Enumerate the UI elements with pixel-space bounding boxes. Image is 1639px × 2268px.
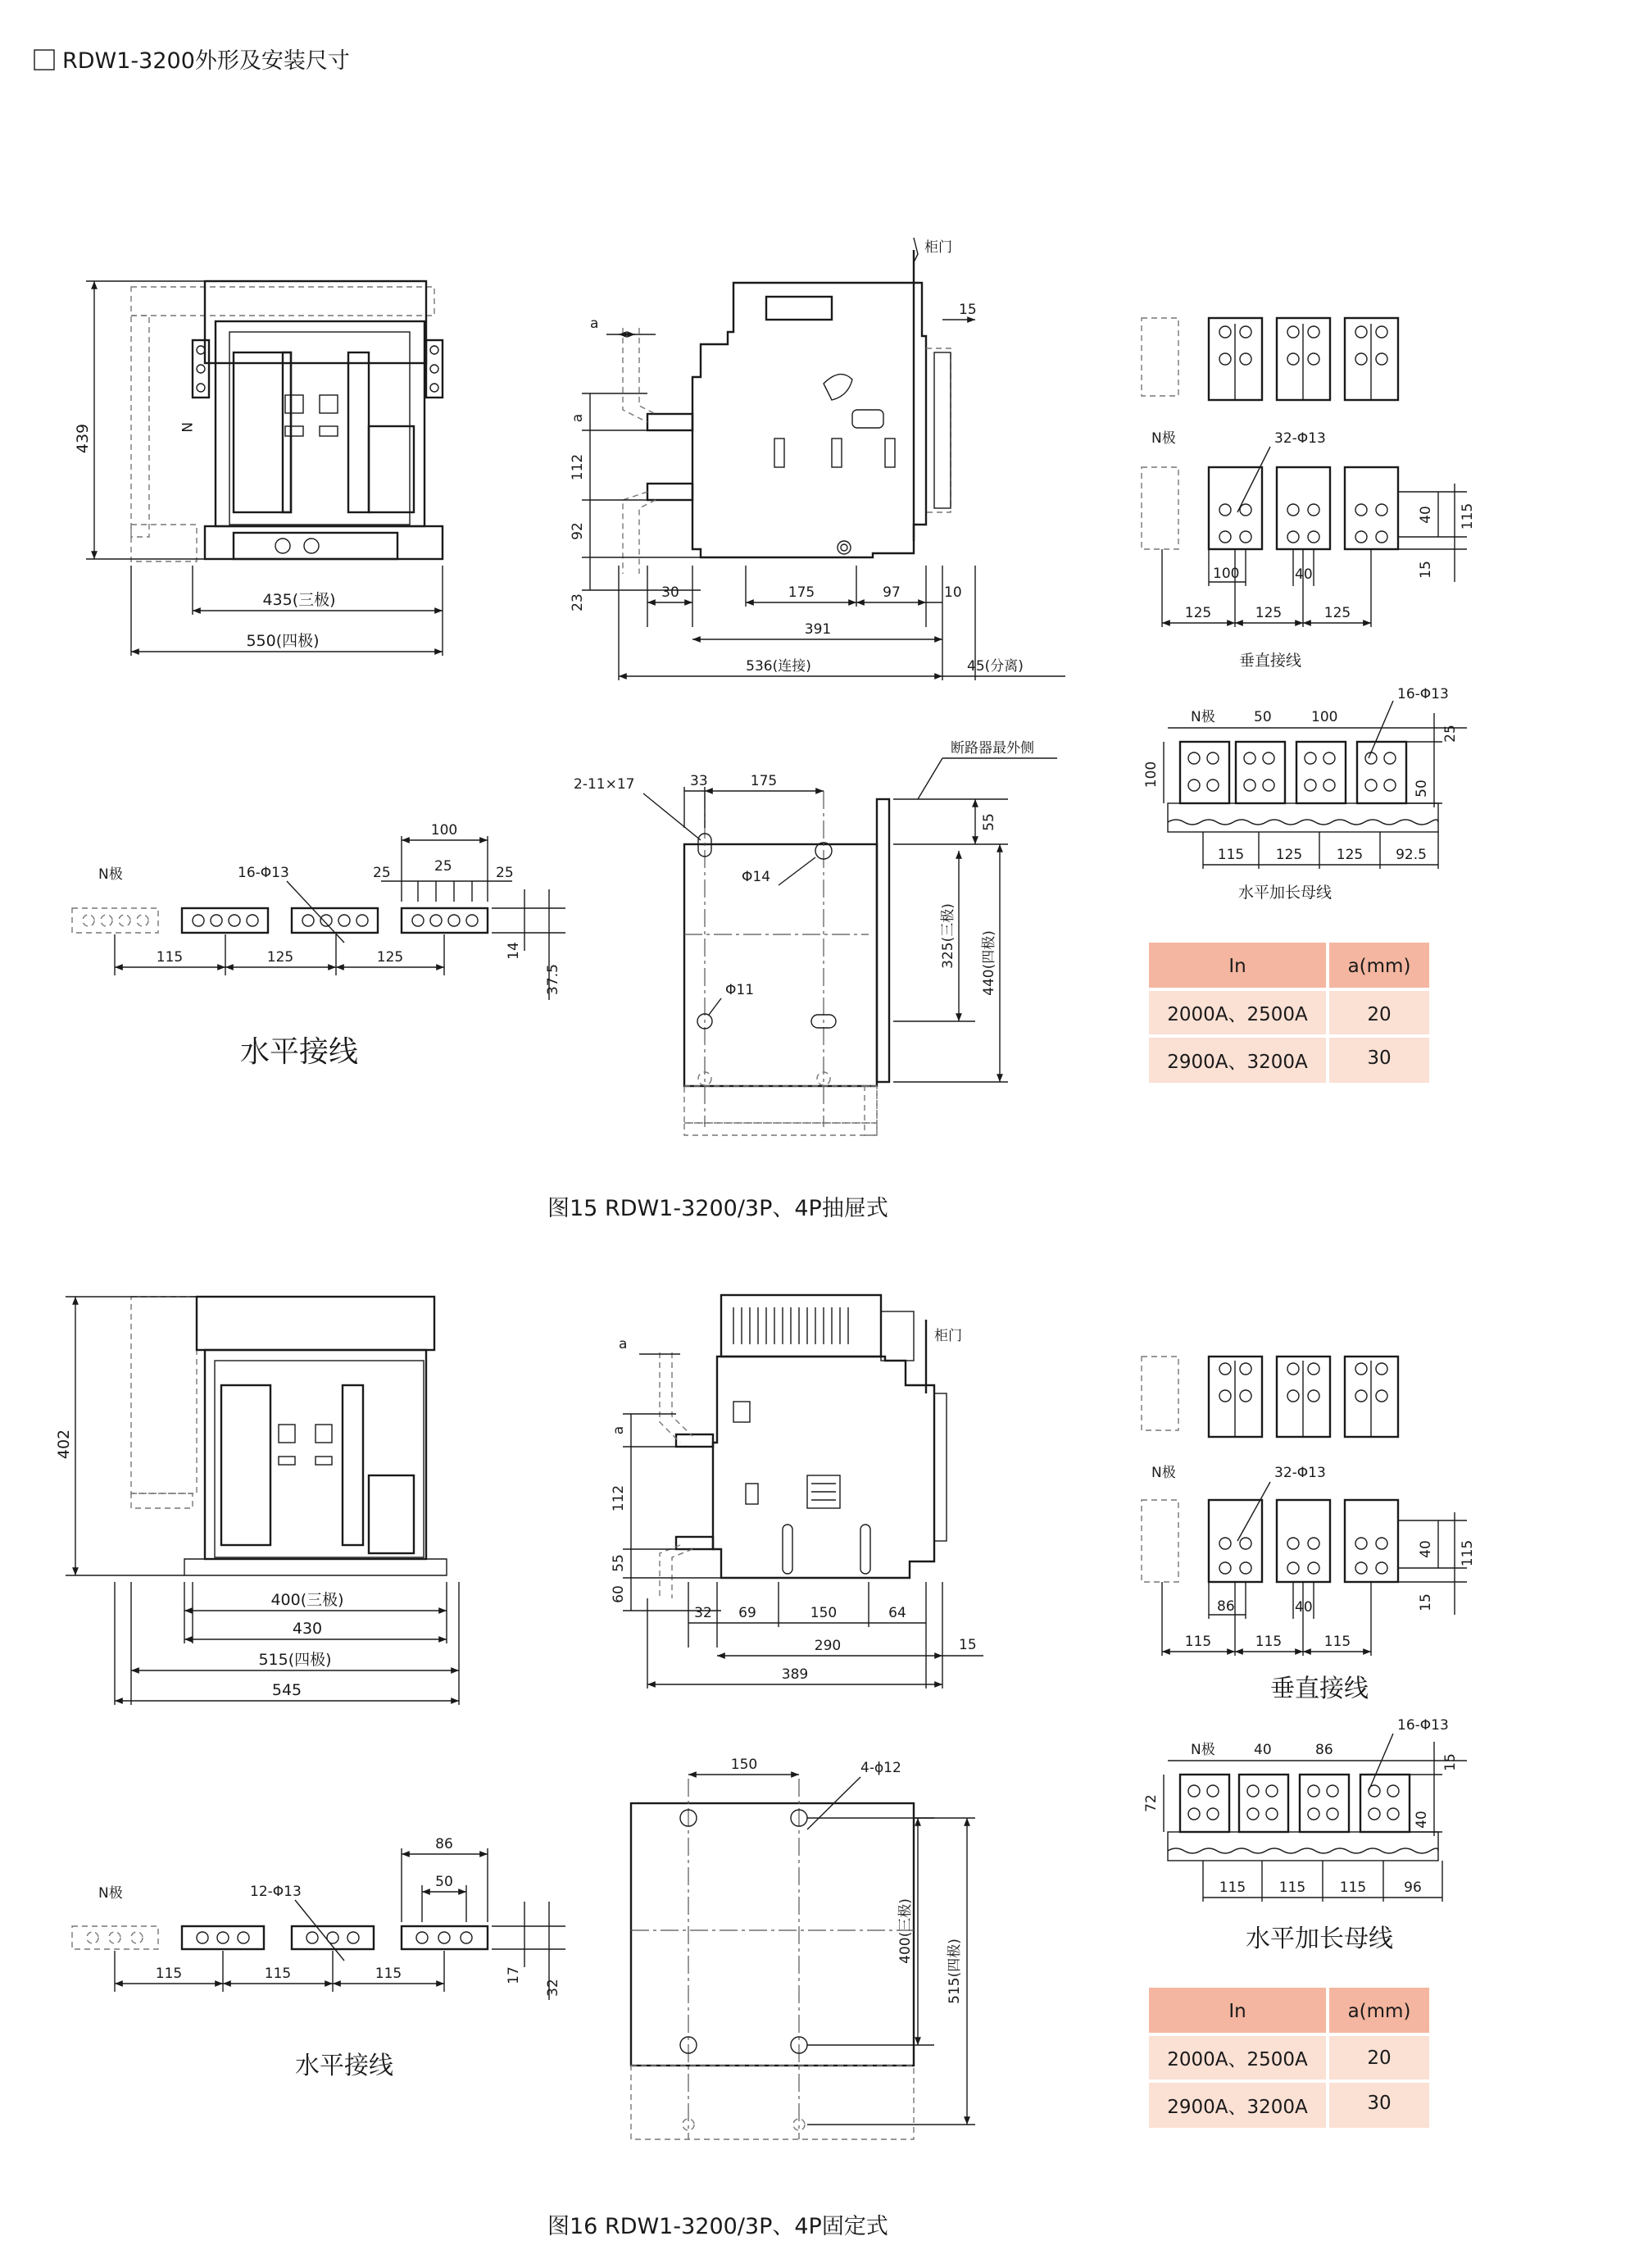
dim-125b-v: 125 — [1255, 605, 1283, 621]
hole-spec-ext: 16-Φ13 — [1397, 686, 1449, 702]
dim-15-top: 15 — [959, 302, 977, 318]
fig15-horizontal-wiring — [72, 822, 565, 1069]
fig16-horizontal-wiring — [72, 1836, 565, 2080]
dim-a-top: a — [590, 316, 599, 332]
figure15-caption: 图15 RDW1-3200/3P、4P抽屉式 — [547, 1196, 888, 1221]
phi11-label: Φ11 — [725, 982, 755, 998]
dim-50-16: 50 — [435, 1874, 453, 1890]
dim-115b-16: 115 — [264, 1966, 292, 1982]
n-pole-label-ext: N极 — [1191, 709, 1215, 725]
dim-125a: 125 — [266, 949, 294, 966]
dim-30: 30 — [661, 584, 679, 601]
horizontal-wiring-title-16: 水平接线 — [295, 2052, 393, 2080]
dim-17-16: 17 — [506, 1966, 522, 1984]
dim-115b-ext16: 115 — [1278, 1879, 1306, 1896]
dim-width-4p: 550(四极) — [246, 632, 320, 650]
dim-150-mount16: 150 — [730, 1757, 758, 1773]
dim-55: 55 — [981, 813, 997, 831]
dim-15-ext16: 15 — [1442, 1753, 1459, 1771]
hole-spec-16: 12-Φ13 — [250, 1884, 302, 1900]
dim-96-ext16: 96 — [1404, 1879, 1422, 1896]
dim-69-16: 69 — [738, 1605, 756, 1621]
dim-115c-16: 115 — [375, 1966, 402, 1982]
dim-25c: 25 — [496, 865, 514, 881]
dim-100-v: 100 — [1213, 566, 1240, 582]
dim-a-v-16: a — [611, 1425, 627, 1435]
hole-spec: 16-Φ13 — [238, 865, 289, 881]
dim-40b-v: 40 — [1295, 566, 1313, 583]
dim-125b: 125 — [376, 949, 404, 966]
dim-60-16: 60 — [611, 1585, 627, 1603]
table-header-in-16: In — [1228, 2001, 1246, 2022]
dim-a-vertical: a — [570, 413, 586, 423]
table-row1-a: 20 — [1367, 1004, 1392, 1025]
dim-64-16: 64 — [888, 1605, 906, 1621]
dim-40b-ext16: 40 — [1414, 1811, 1430, 1829]
dim-325-3p: 325(三极) — [940, 903, 956, 969]
dim-width-3p: 435(三极) — [262, 591, 336, 609]
dim-15-v16: 15 — [1418, 1593, 1434, 1611]
slot-spec: 2-11×17 — [574, 776, 635, 793]
outer-side-label: 断路器最外侧 — [951, 740, 1034, 757]
dim-92: 92 — [570, 522, 586, 540]
table-row2-current-16: 2900A、3200A — [1167, 2097, 1308, 2118]
dim-32-h16: 32 — [545, 1979, 561, 1997]
dim-115c-ext16: 115 — [1339, 1879, 1367, 1896]
hole-spec-v16: 32-Φ13 — [1274, 1465, 1326, 1481]
dim-width-545: 545 — [271, 1681, 302, 1699]
dim-14: 14 — [506, 942, 522, 960]
dim-115: 115 — [156, 949, 184, 966]
dim-height-402: 402 — [55, 1429, 73, 1460]
dim-115c-v16: 115 — [1323, 1634, 1351, 1650]
n-pole-mark: N — [178, 422, 194, 433]
dim-115-v16: 115 — [1460, 1539, 1476, 1567]
dim-175-mount: 175 — [750, 773, 778, 789]
dim-86-ext16: 86 — [1315, 1742, 1333, 1758]
dim-25-ext: 25 — [1442, 725, 1459, 743]
dim-width-400: 400(三极) — [270, 1591, 344, 1609]
dim-86-v16: 86 — [1217, 1598, 1235, 1615]
dim-40-v16: 40 — [1418, 1540, 1434, 1558]
dim-112: 112 — [570, 453, 586, 481]
dim-125a-ext: 125 — [1275, 847, 1303, 863]
dim-55-16: 55 — [611, 1554, 627, 1572]
vertical-wiring-title: 垂直接线 — [1238, 652, 1302, 670]
dim-32-16: 32 — [694, 1605, 712, 1621]
table-row1-current-16: 2000A、2500A — [1167, 2049, 1308, 2070]
dim-10: 10 — [944, 584, 962, 601]
dim-25b: 25 — [434, 858, 452, 875]
extended-bus-title-16: 水平加长母线 — [1246, 1925, 1393, 1953]
dim-height-439: 439 — [74, 423, 92, 454]
dim-23: 23 — [570, 593, 586, 611]
table-header-a: a(mm) — [1347, 956, 1411, 977]
checkbox-square-icon — [34, 50, 54, 70]
dim-115a-16: 115 — [155, 1966, 183, 1982]
table-row2-current: 2900A、3200A — [1167, 1052, 1308, 1073]
figure16-caption: 图16 RDW1-3200/3P、4P固定式 — [547, 2214, 888, 2239]
horizontal-wiring-title: 水平接线 — [239, 1035, 359, 1069]
dim-100: 100 — [430, 822, 458, 839]
dim-40b-v16: 40 — [1295, 1599, 1313, 1616]
dim-97: 97 — [883, 584, 901, 601]
dim-50-ext: 50 — [1254, 709, 1272, 725]
dim-100-ext: 100 — [1311, 709, 1338, 725]
fig16-side-view — [611, 1295, 983, 1689]
phi14-label: Φ14 — [742, 869, 771, 885]
dim-width-515: 515(四极) — [258, 1651, 332, 1669]
dim-175: 175 — [788, 584, 815, 601]
dim-125b-ext: 125 — [1336, 847, 1364, 863]
dim-40-ext16: 40 — [1254, 1742, 1272, 1758]
n-pole-label-v: N极 — [1151, 430, 1176, 447]
door-label: 柜门 — [924, 239, 952, 256]
fig16-mounting-view — [631, 1757, 975, 2139]
dim-width-430: 430 — [292, 1620, 323, 1638]
dim-115a-v16: 115 — [1184, 1634, 1212, 1650]
table-row2-a: 30 — [1367, 1048, 1392, 1069]
fig16-extended-bus — [1143, 1717, 1467, 1953]
fig15-side-view — [570, 238, 1065, 680]
dim-400-mount16: 400(三极) — [897, 1898, 914, 1964]
dim-a-top-16: a — [619, 1336, 628, 1352]
dim-25a: 25 — [373, 865, 391, 881]
n-pole-label-ext16: N极 — [1191, 1742, 1215, 1758]
fig15-extended-bus — [1143, 686, 1467, 902]
fig15-front-view — [74, 281, 443, 656]
dim-125a-v: 125 — [1184, 605, 1212, 621]
table-header-a-16: a(mm) — [1347, 2001, 1411, 2022]
dim-536: 536(连接) — [746, 658, 811, 675]
dim-391: 391 — [804, 621, 832, 638]
dim-115-ext: 115 — [1217, 847, 1245, 863]
dim-100v-ext: 100 — [1143, 761, 1160, 789]
n-pole-label-v16: N极 — [1151, 1465, 1176, 1481]
n-pole-label: N极 — [98, 866, 123, 883]
dim-37-5: 37.5 — [545, 964, 561, 995]
vertical-wiring-title-16: 垂直接线 — [1270, 1675, 1369, 1703]
door-label-16: 柜门 — [934, 1328, 962, 1344]
dim-150-16: 150 — [810, 1605, 838, 1621]
n-pole-label-16: N极 — [98, 1885, 123, 1902]
dim-15-16: 15 — [959, 1637, 977, 1653]
dim-125c-v: 125 — [1323, 605, 1351, 621]
dim-40-v: 40 — [1418, 506, 1434, 524]
dim-92-5-ext: 92.5 — [1396, 847, 1427, 863]
dim-389-16: 389 — [781, 1666, 809, 1683]
fig15-vertical-wiring — [1142, 318, 1476, 670]
table-row1-current: 2000A、2500A — [1167, 1004, 1308, 1025]
fig16-rating-table — [1149, 1988, 1429, 2128]
dim-50b-ext: 50 — [1414, 779, 1430, 798]
table-row2-a-16: 30 — [1367, 2093, 1392, 2114]
dim-33: 33 — [690, 773, 708, 789]
dim-15-v: 15 — [1418, 561, 1434, 579]
dim-72-ext16: 72 — [1143, 1794, 1160, 1812]
dim-115-v: 115 — [1460, 502, 1476, 530]
dim-290-16: 290 — [814, 1638, 842, 1654]
page-header — [34, 48, 350, 74]
table-row1-a-16: 20 — [1367, 2048, 1392, 2069]
dim-115a-ext16: 115 — [1219, 1879, 1246, 1896]
dim-115b-v16: 115 — [1255, 1634, 1283, 1650]
dim-45: 45(分离) — [967, 658, 1024, 675]
fig15-mounting-view — [574, 740, 1057, 1135]
table-header-in: In — [1228, 956, 1246, 977]
fig16-front-view — [55, 1297, 459, 1705]
dim-440-4p: 440(四极) — [981, 930, 997, 996]
fig15-rating-table — [1149, 943, 1429, 1083]
hole-spec-ext16: 16-Φ13 — [1397, 1717, 1449, 1734]
hole-spec-mount16: 4-ϕ12 — [860, 1760, 901, 1776]
dim-112-16: 112 — [611, 1484, 627, 1512]
fig16-vertical-wiring — [1142, 1357, 1476, 1703]
page-title: RDW1-3200外形及安装尺寸 — [62, 48, 350, 74]
dim-515-mount16: 515(四极) — [947, 1938, 963, 2004]
hole-spec-v: 32-Φ13 — [1274, 430, 1326, 447]
dim-86-16: 86 — [435, 1836, 453, 1852]
extended-bus-title: 水平加长母线 — [1237, 884, 1333, 902]
